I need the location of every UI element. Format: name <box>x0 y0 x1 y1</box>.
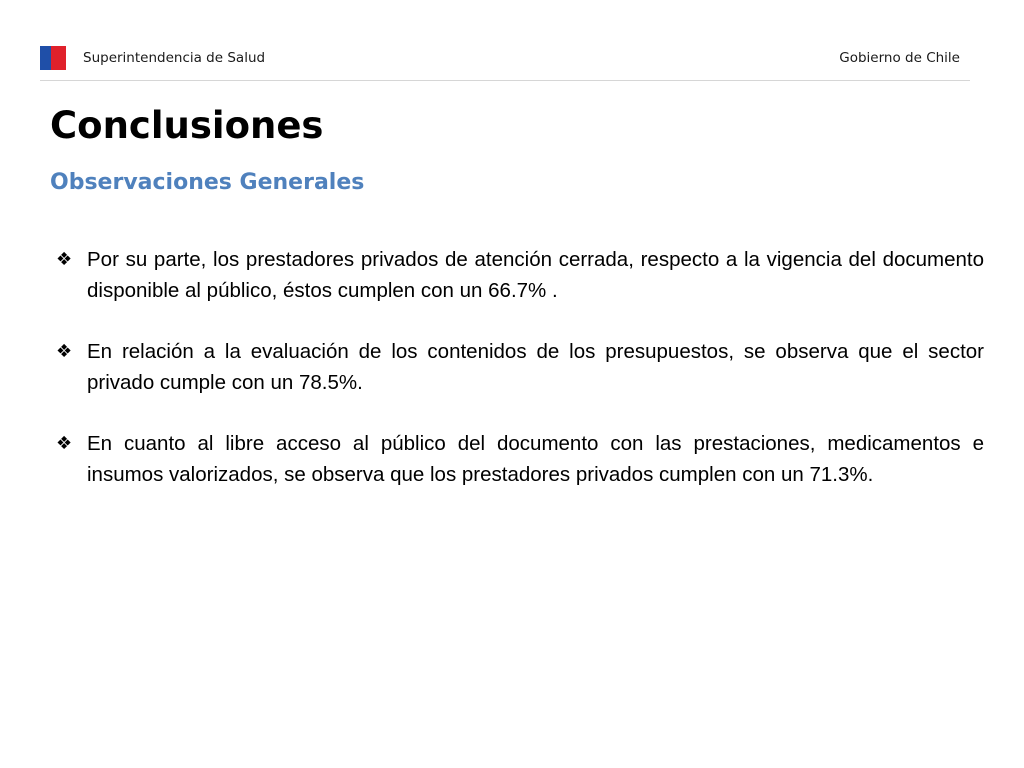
bullet-text: En cuanto al libre acceso al público del documento con las prestaciones, medicamentos e insumos valorizados, se observa que los prestadores privados cumplen con un 71.3%. <box>87 432 984 486</box>
logo-red-stripe <box>51 46 66 70</box>
bullet-text: En relación a la evaluación de los contenidos de los presupuestos, se observa que el sector privado cumple con un 78.5%. <box>87 340 984 394</box>
organization-name: Superintendencia de Salud <box>83 50 266 66</box>
slide-title: Conclusiones <box>50 104 324 147</box>
government-name: Gobierno de Chile <box>839 50 960 66</box>
diamond-bullet-icon: ❖ <box>56 433 73 453</box>
diamond-bullet-icon: ❖ <box>56 249 73 269</box>
bullet-item <box>56 428 984 490</box>
header-divider <box>40 80 970 81</box>
slide-subtitle: Observaciones Generales <box>50 170 365 195</box>
bullet-item <box>56 336 984 398</box>
bullet-text: Por su parte, los prestadores privados de atención cerrada, respecto a la vigencia del documento disponible al público, éstos cumplen con un 66.7% . <box>87 248 984 302</box>
chile-flag-logo-icon <box>40 46 66 70</box>
logo-blue-stripe <box>40 46 51 70</box>
diamond-bullet-icon: ❖ <box>56 341 73 361</box>
bullet-list <box>56 244 984 520</box>
slide-header <box>40 44 970 72</box>
bullet-item <box>56 244 984 306</box>
